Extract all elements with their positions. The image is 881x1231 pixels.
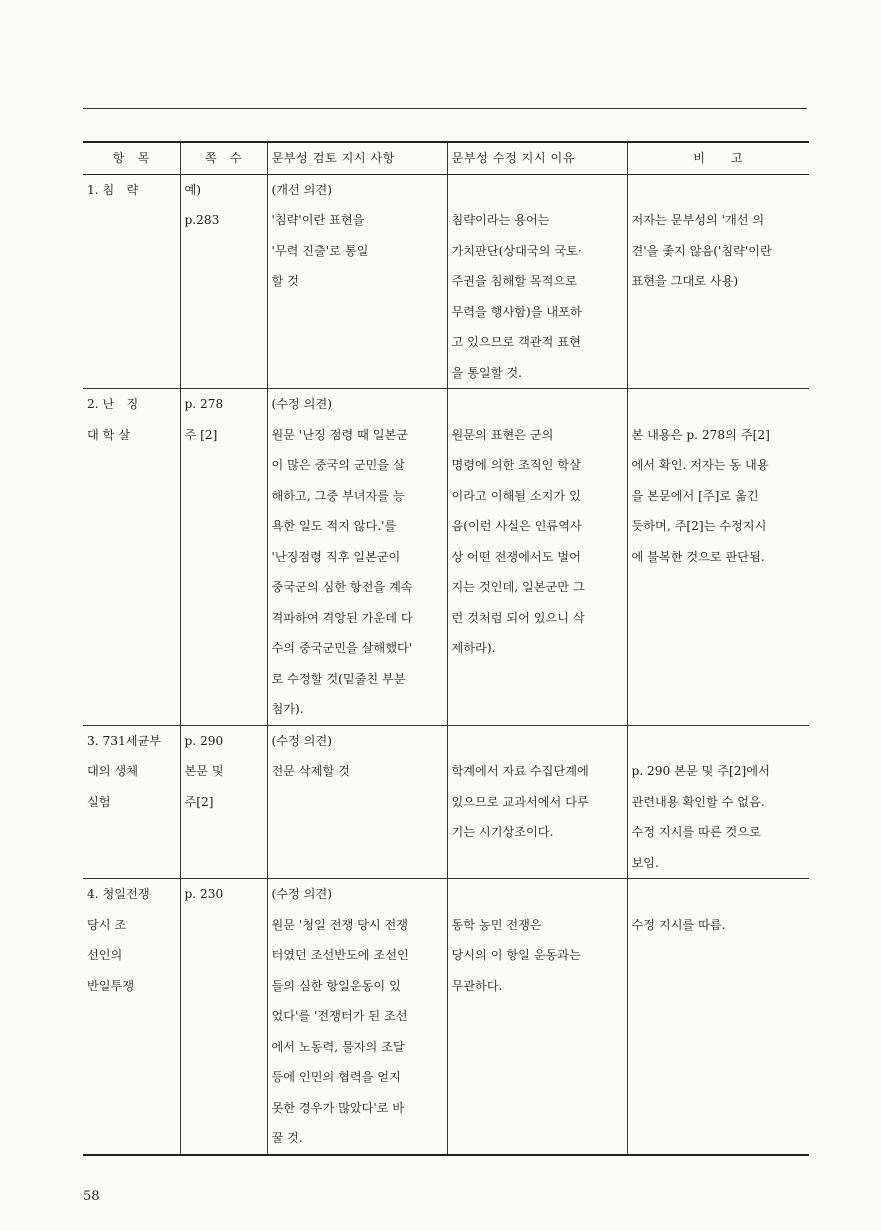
cell-instruction [267,879,447,1155]
cell-line: 에서 확인. 저자는 동 내용 [631,458,769,472]
cell-reason [447,879,627,1155]
cell-line: 을 본문에서 [주]로 옮긴 [631,488,759,503]
cell-line: 대 학 살 [87,427,131,442]
cell-line: p. 230 [184,887,224,901]
cell-item [83,725,180,879]
cell-line [452,389,623,420]
cell-line: 실험 [87,794,111,809]
cell-note [627,174,809,389]
cell-line: 격파하여 격앙된 가운데 다 [271,610,413,625]
cell-line: 할 것 [271,274,299,288]
cell-line: 2. 난 징 [87,397,139,411]
cell-item [83,174,180,389]
cell-line: 수정 지시를 따름. [631,917,726,932]
cell-line: 못한 경우가 많았다'로 바 [271,1100,405,1115]
cell-instruction [267,725,447,879]
cell-line: 명령에 의한 조직인 학살 [451,458,581,472]
top-rule [83,108,807,109]
cell-item [83,879,180,1155]
cell-line: 전문 삭제할 것 [271,764,350,778]
cell-line: '무력 진출'로 통일 [271,243,369,258]
cell-page [180,174,267,389]
cell-line: 에서 노동력, 물자의 조달 [271,1039,405,1054]
cell-line: 무력을 행사함)을 내포하 [451,304,582,319]
cell-line: 들의 심한 항일운동이 있 [271,978,401,993]
table-row [83,174,809,389]
cell-line: 예) [184,182,202,197]
cell-line: 런 것처럼 되어 있으니 삭 [451,610,585,625]
cell-line: 본 내용은 p. 278의 주[2] [631,427,770,442]
cell-line: 주[2] [184,794,214,809]
cell-line: 욕한 일도 적지 않다.'를 [271,519,397,533]
cell-line: 을 통일할 것. [451,365,522,380]
cell-line: 표현을 그대로 사용) [631,274,739,288]
cell-line: 원문 '청일 전쟁 당시 전쟁 [271,917,409,932]
cell-line: p. 290 본문 및 주[2]에서 [631,764,770,778]
cell-line: 관련내용 확인할 수 없음. [631,794,765,809]
cell-line: 수정 지시를 따른 것으로 [631,825,761,839]
cell-page [180,389,267,726]
cell-line: (수정 의견) [271,887,332,901]
cell-page [180,879,267,1155]
table-row [83,389,809,726]
header-page: 쪽 수 [180,142,267,174]
cell-reason [447,725,627,879]
cell-note [627,389,809,726]
cell-item [83,389,180,726]
header-reason: 문부성 수정 지시 이유 [447,142,627,174]
cell-line: 기는 시기상조이다. [451,825,554,839]
cell-line: 당시 조 [87,917,127,932]
cell-line: 이라고 이해될 소지가 있 [451,488,581,503]
cell-line: 원문 '난징 점령 때 일본군 [271,427,409,442]
cell-reason [447,389,627,726]
cell-line [452,879,623,910]
page-number: 58 [83,1189,100,1204]
cell-line: p. 290 [184,733,224,748]
cell-line: 이 많은 중국의 군민을 살 [271,458,405,472]
cell-line: 수의 중국군민을 살해했다' [271,641,413,655]
table-header-row [83,142,809,174]
cell-line: p.283 [184,213,220,227]
cell-line: 선인의 [87,948,123,962]
cell-line: 었다'를 '전쟁터가 된 조선 [271,1009,408,1023]
cell-line: 3. 731세균부 [87,733,162,748]
cell-line [452,175,623,206]
cell-line [632,175,806,206]
cell-line: 등에 인민의 협력을 얻지 [271,1070,401,1084]
header-note: 비 고 [627,142,809,174]
cell-line: 지는 것인데, 일본군만 그 [451,580,585,594]
cell-line [632,389,806,420]
header-instruction: 문부성 검토 지시 사항 [267,142,447,174]
cell-line: 있으므로 교과서에서 다루 [451,794,589,809]
cell-line: 보임. [631,855,659,870]
cell-line: 4. 청일전쟁 [87,887,150,901]
cell-line [452,726,623,757]
cell-instruction [267,389,447,726]
cell-line: 꿀 것. [271,1131,303,1145]
cell-line: 본문 및 [184,764,224,778]
cell-line: 첨가). [271,702,304,716]
cell-line: 대의 생체 [87,764,138,778]
cell-line: 터였던 조선반도에 조선인 [271,948,409,962]
header-item: 항 목 [83,142,180,174]
cell-line: 주권을 침해할 목적으로 [451,274,577,288]
cell-line: (수정 의견) [271,397,332,411]
cell-line: 반일투쟁 [87,978,135,993]
cell-line: 에 불복한 것으로 판단됨. [631,549,765,564]
cell-line: 저자는 문부성의 '개선 의 [631,213,765,227]
cell-line: 당시의 이 항일 운동과는 [451,948,581,962]
table-row [83,879,809,1155]
cell-instruction [267,174,447,389]
cell-line: '침략'이란 표현을 [271,213,365,227]
cell-line: 중국군의 심한 항전을 계속 [271,580,413,594]
cell-line: (개선 의견) [271,182,332,197]
cell-line: 동학 농민 전쟁은 [451,917,542,932]
cell-line: 듯하며, 주[2]는 수정지시 [631,519,767,533]
cell-line: 로 수정할 것(밑줄친 부분 [271,671,406,686]
cell-page [180,725,267,879]
cell-line: '난징점령 직후 일본군이 [271,549,401,564]
cell-line [632,726,806,757]
cell-line: 1. 침 략 [87,182,139,197]
cell-reason [447,174,627,389]
cell-line: 무관하다. [451,978,503,993]
cell-line: 가치판단(상대국의 국토· [451,243,582,258]
review-table [83,141,809,1156]
cell-line: 고 있으므로 객관적 표현 [451,335,581,349]
cell-line: 주 [2] [184,427,218,442]
cell-line [632,879,806,910]
cell-line: (수정 의견) [271,733,332,748]
cell-line: 견'을 좇지 않음('침략'이란 [631,243,772,258]
table-row [83,725,809,879]
cell-line: 음(이런 사실은 인류역사 [451,519,582,533]
cell-line: 해하고, 그중 부녀자를 능 [271,488,405,503]
cell-note [627,725,809,879]
cell-line: 상 어떤 전쟁에서도 벌어 [451,549,581,564]
cell-note [627,879,809,1155]
cell-line: 학계에서 자료 수집단계에 [451,764,589,778]
cell-line: 제하라). [451,641,496,655]
cell-line: p. 278 [184,397,224,411]
cell-line: 원문의 표현은 군의 [451,427,554,442]
cell-line: 침략이라는 용어는 [451,213,550,227]
